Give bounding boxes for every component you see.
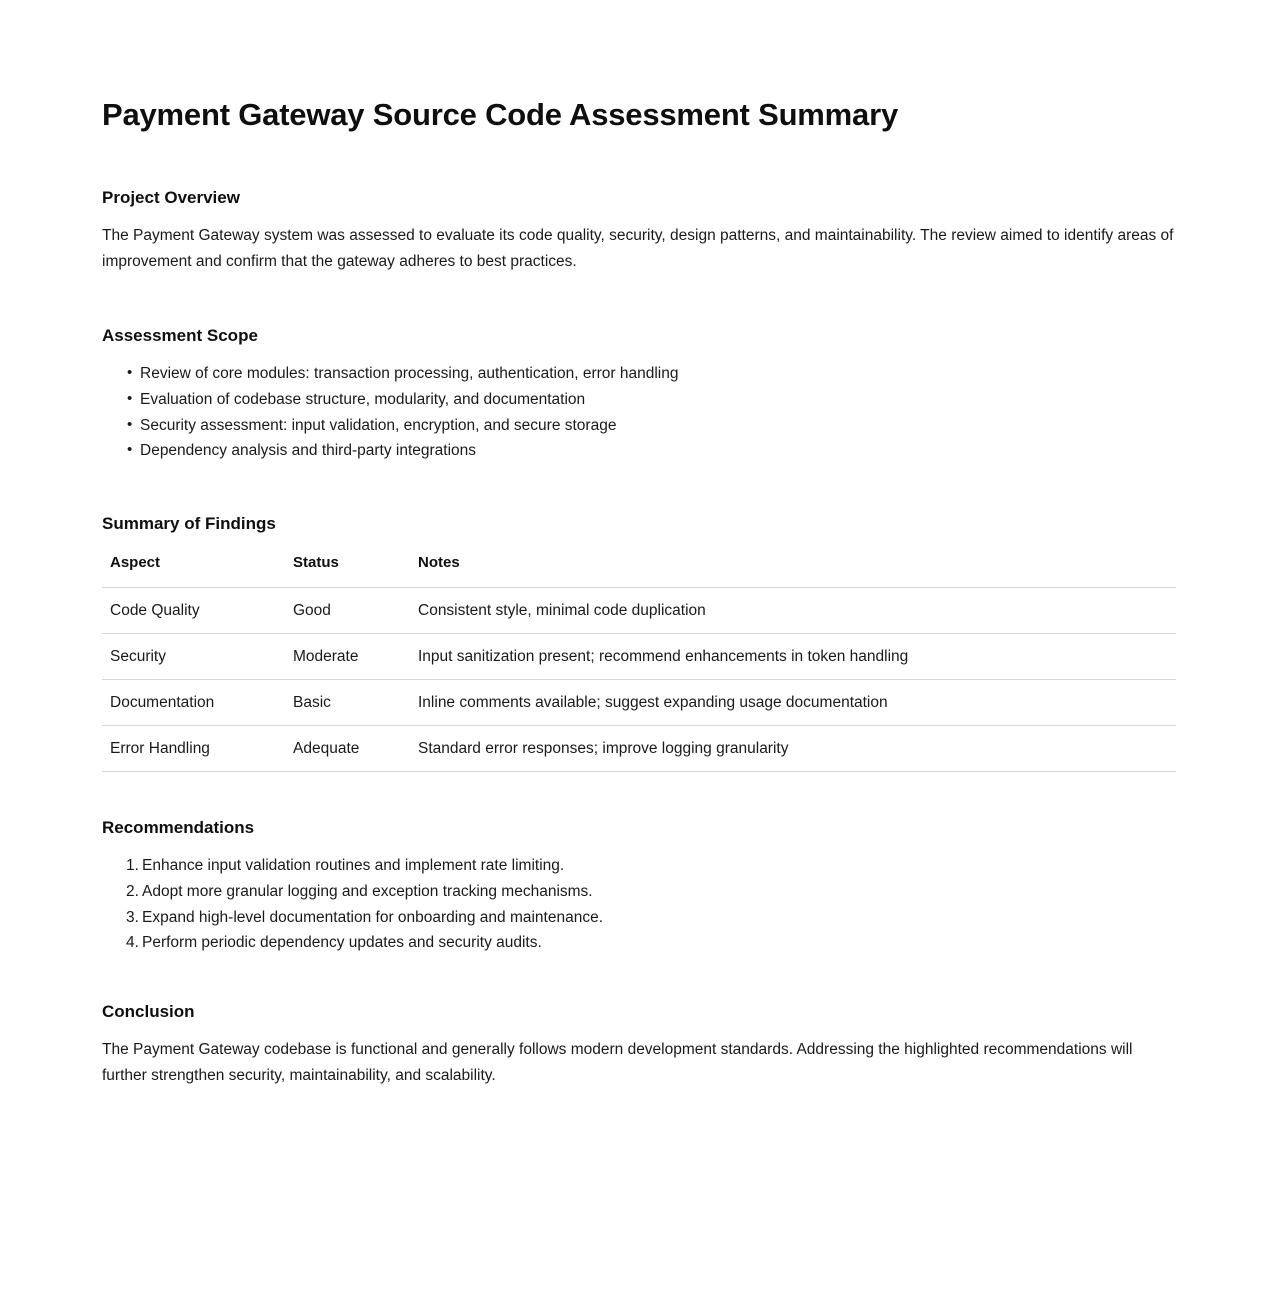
document-body [102, 0, 1176, 1089]
assessment-scope-list [102, 361, 1176, 463]
cell-status: Good [285, 587, 410, 633]
list-item: • Security assessment: input validation, encryption, and secure storage [140, 413, 1176, 439]
table-row [102, 633, 1176, 679]
cell-aspect: Code Quality [102, 587, 285, 633]
section-heading-assessment-scope: Assessment Scope [102, 326, 258, 346]
findings-table [102, 554, 1176, 772]
cell-status: Moderate [285, 633, 410, 679]
cell-status: Basic [285, 679, 410, 725]
section-heading-summary-of-findings: Summary of Findings [102, 513, 276, 533]
recommendations-list [102, 853, 1176, 956]
section-heading-project-overview: Project Overview [102, 188, 240, 208]
section-conclusion [102, 956, 1176, 1089]
list-item: Adopt more granular logging and exception tracking mechanisms. [142, 882, 593, 900]
section-recommendations [102, 772, 1176, 956]
list-item: Expand high-level documentation for onboarding and maintenance. [142, 908, 604, 926]
section-assessment-scope [102, 275, 1176, 463]
cell-status: Adequate [285, 725, 410, 771]
list-item: • Review of core modules: transaction processing, authentication, error handling [140, 361, 1176, 387]
conclusion-paragraph: The Payment Gateway codebase is functional and generally follows modern development standards. Addressing the highlighted recommendations will further strengthen security, maintainability, and scalability. [102, 1041, 1133, 1085]
section-heading-recommendations: Recommendations [102, 817, 255, 837]
table-header-row [102, 554, 1176, 588]
section-summary-of-findings [102, 464, 1176, 772]
cell-aspect: Security [102, 633, 285, 679]
findings-table-header [102, 554, 1176, 588]
cell-aspect: Error Handling [102, 725, 285, 771]
cell-notes: Input sanitization present; recommend enhancements in token handling [410, 633, 1176, 679]
list-item: • Evaluation of codebase structure, modularity, and documentation [140, 387, 1176, 413]
cell-notes: Standard error responses; improve logging granularity [410, 725, 1176, 771]
column-header-notes: Notes [418, 553, 460, 571]
page-title: Payment Gateway Source Code Assessment Summary [102, 97, 898, 132]
project-overview-paragraph: The Payment Gateway system was assessed to evaluate its code quality, security, design patterns, and maintainability. The review aimed to identify areas of improvement and confirm that the gateway adheres to best practices. [102, 227, 1174, 271]
cell-notes: Inline comments available; suggest expanding usage documentation [410, 679, 1176, 725]
cell-notes: Consistent style, minimal code duplication [410, 587, 1176, 633]
findings-table-body [102, 587, 1176, 771]
table-row [102, 725, 1176, 771]
list-item: Perform periodic dependency updates and security audits. [142, 934, 542, 952]
table-row [102, 587, 1176, 633]
table-row [102, 679, 1176, 725]
section-project-overview [102, 133, 1176, 275]
list-item: Enhance input validation routines and implement rate limiting. [142, 856, 565, 874]
cell-aspect: Documentation [102, 679, 285, 725]
column-header-aspect: Aspect [110, 553, 161, 571]
list-item: • Dependency analysis and third-party integrations [140, 438, 1176, 464]
column-header-status: Status [293, 553, 339, 571]
section-heading-conclusion: Conclusion [102, 1002, 195, 1022]
